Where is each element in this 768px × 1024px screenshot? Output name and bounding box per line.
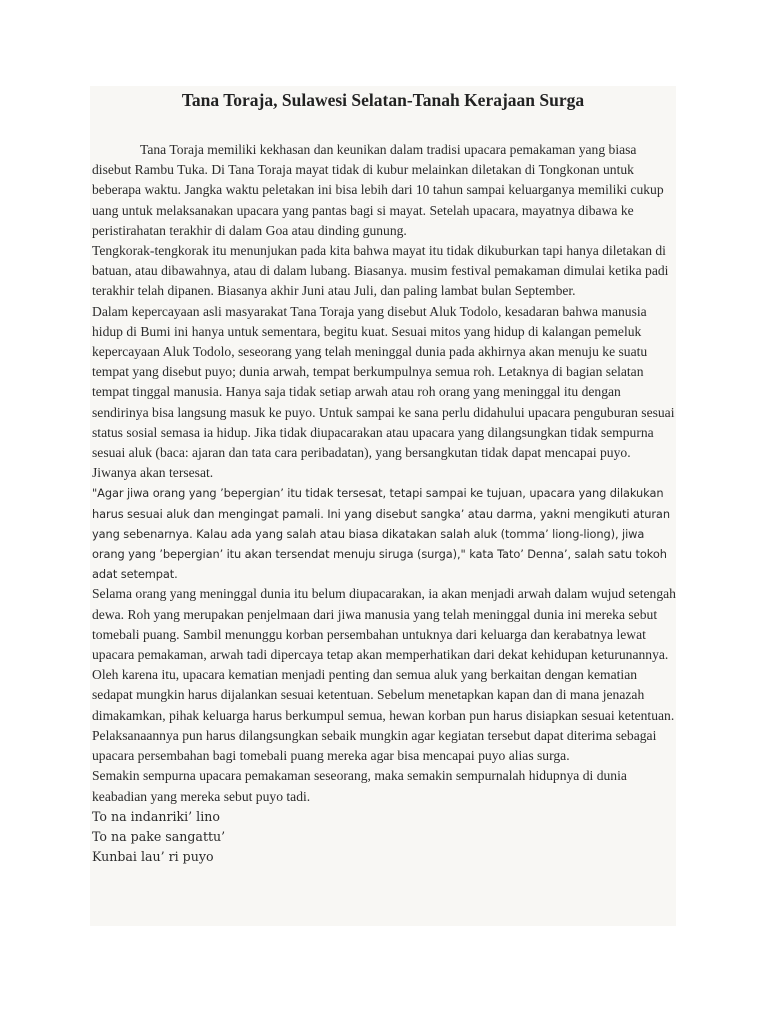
paragraph: Selama orang yang meninggal dunia itu belum diupacarakan, ia akan menjadi arwah dalam wujud setengah dewa. Roh yang merupakan penjelmaan dari jiwa manusia yang telah meninggal dunia ini mereka sebut tomebali puang. Sambil menunggu korban persembahan untuknya dari keluarga dan kerabatnya lewat upacara pemakaman, arwah tadi dipercaya tetap akan memperhatikan dari dekat kehidupan keturunannya. — [92, 586, 676, 663]
quote-paragraph: "Agar jiwa orang yang ’bepergian’ itu tidak tersesat, tetapi sampai ke tujuan, upacara yang dilakukan harus sesuai aluk dan mengingat pamali. Ini yang disebut sangka’ atau darma, yakni mengikuti aturan yang sebenarnya. Kalau ada yang salah atau biasa dikatakan salah aluk (tomma’ liong-liong), jiwa orang yang ’bepergian’ itu akan tersendat menuju siruga (surga)," kata Tato’ Denna’, salah satu tokoh adat setempat. — [92, 486, 670, 582]
poem-line: Kunbai lau’ ri puyo — [92, 849, 214, 865]
document-title: Tana Toraja, Sulawesi Selatan-Tanah Kerajaan Surga — [181, 90, 585, 110]
poem-line: To na pake sangattu’ — [92, 828, 226, 844]
document-body — [92, 140, 676, 867]
paragraph: Semakin sempurna upacara pemakaman seseorang, maka semakin sempurnalah hidupnya di dunia keabadian yang mereka sebut puyo tadi. — [92, 768, 627, 804]
paragraph: Tana Toraja memiliki kekhasan dan keunikan dalam tradisi upacara pemakaman yang biasa disebut Rambu Tuka. Di Tana Toraja mayat tidak di kubur melainkan diletakan di Tongkonan untuk beberapa waktu. Jangka waktu peletakan ini bisa lebih dari 10 tahun sampai keluarganya memiliki cukup uang untuk melaksanakan upacara yang pantas bagi si mayat. Setelah upacara, mayatnya dibawa ke peristirahatan terakhir di dalam Goa atau dinding gunung. — [92, 142, 664, 238]
paragraph: Dalam kepercayaan asli masyarakat Tana Toraja yang disebut Aluk Todolo, kesadaran bahwa manusia hidup di Bumi ini hanya untuk sementara, begitu kuat. Sesuai mitos yang hidup di kalangan pemeluk kepercayaan Aluk Todolo, seseorang yang telah meninggal dunia pada akhirnya akan menuju ke suatu tempat yang disebut puyo; dunia arwah, tempat berkumpulnya semua roh. Letaknya di bagian selatan tempat tinggal manusia. Hanya saja tidak setiap arwah atau roh orang yang meninggal itu dengan sendirinya bisa langsung masuk ke puyo. Untuk sampai ke sana perlu didahului upacara penguburan sesuai status sosial semasa ia hidup. Jika tidak diupacarakan atau upacara yang dilangsungkan tidak sempurna sesuai aluk (baca: ajaran dan tata cara peribadatan), yang bersangkutan tidak dapat mencapai puyo. Jiwanya akan tersesat. — [92, 303, 675, 481]
document-page — [90, 86, 676, 926]
paragraph: Tengkorak-tengkorak itu menunjukan pada kita bahwa mayat itu tidak dikuburkan tapi hanya diletakan di batuan, atau dibawahnya, atau di dalam lubang. Biasanya. musim festival pemakaman dimulai ketika padi terakhir telah dipanen. Biasanya akhir Juni atau Juli, dan paling lambat bulan September. — [92, 243, 669, 299]
poem-line: To na indanriki’ lino — [92, 808, 220, 824]
paragraph: Oleh karena itu, upacara kematian menjadi penting dan semua aluk yang berkaitan dengan kematian sedapat mungkin harus dijalankan sesuai ketentuan. Sebelum menetapkan kapan dan di mana jenazah dimakamkan, pihak keluarga harus berkumpul semua, hewan korban pun harus disiapkan sesuai ketentuan. Pelaksanaannya pun harus dilangsungkan sebaik mungkin agar kegiatan tersebut dapat diterima sebagai upacara persembahan bagi tomebali puang mereka agar bisa mencapai puyo alias surga. — [92, 667, 675, 764]
